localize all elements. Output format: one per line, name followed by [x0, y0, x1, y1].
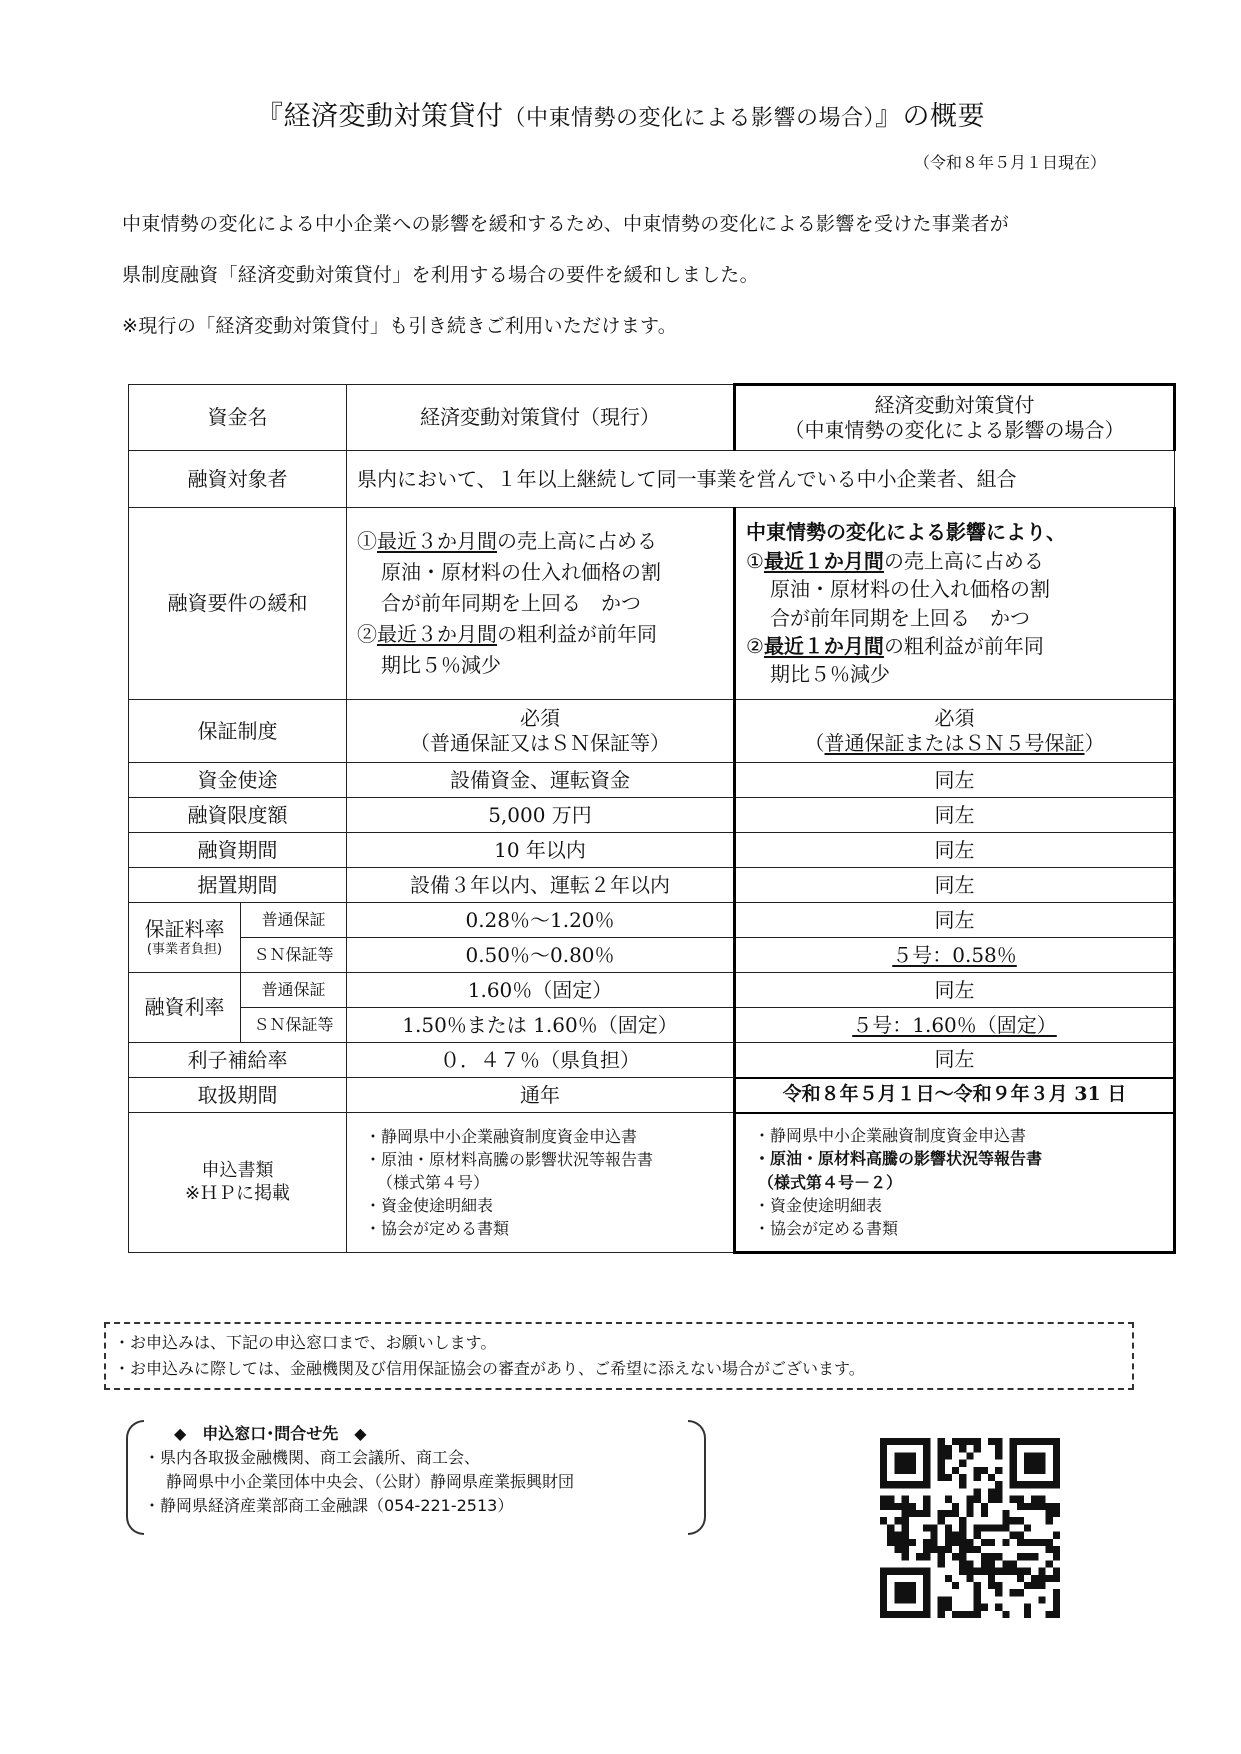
- title-main: 『経済変動対策貸付: [255, 101, 504, 132]
- table-row: [129, 1008, 1175, 1043]
- use-current: 設備資金、運転資金: [347, 763, 735, 798]
- subsidy-new: 同左: [735, 1043, 1175, 1078]
- fee-label-sub: (事業者負担): [146, 941, 223, 957]
- fee-sn-label: ＳＮ保証等: [241, 938, 347, 973]
- table-row: [129, 938, 1175, 973]
- req-new-mark-1: ①: [746, 548, 764, 573]
- rate-label: 融資利率: [129, 973, 241, 1043]
- req-cur-period-1: 最近３か月間: [377, 529, 497, 553]
- req-cur-text-3: 合が前年同期を上回る かつ: [381, 591, 641, 615]
- target-label: 融資対象者: [129, 451, 347, 508]
- docs-current-2: ・原油・原材料高騰の影響状況等報告書: [365, 1149, 654, 1169]
- guarantee-new-paren-open: （: [804, 731, 825, 755]
- target-value: 県内において、１年以上継続して同一事業を営んでいる中小企業者、組合: [347, 451, 1175, 508]
- rate-sn-current: 1.50％または 1.60％（固定）: [347, 1008, 735, 1043]
- guarantee-new-l1: 必須: [934, 706, 975, 730]
- table-row: [129, 868, 1175, 903]
- req-cur-text-5: 期比５％減少: [381, 653, 501, 677]
- header-label: 資金名: [129, 385, 347, 451]
- table-row: [129, 1078, 1175, 1113]
- docs-current: [347, 1113, 735, 1253]
- table-row: [129, 451, 1175, 508]
- subsidy-label: 利子補給率: [129, 1043, 347, 1078]
- period-new: 令和８年５月１日～令和９年３月 31 日: [735, 1078, 1175, 1113]
- docs-new: [735, 1113, 1175, 1253]
- use-new: 同左: [735, 763, 1175, 798]
- docs-label: [129, 1113, 347, 1253]
- header-new-line1: 経済変動対策貸付: [874, 393, 1035, 417]
- fee-label-cell: [129, 903, 241, 973]
- requirements-label: 融資要件の緩和: [129, 508, 347, 700]
- docs-new-2: ・原油・原材料高騰の影響状況等報告書: [754, 1149, 1043, 1169]
- docs-new-3: （様式第４号－２）: [758, 1172, 903, 1192]
- req-new-text-1: の売上高に占める: [883, 548, 1044, 573]
- guarantee-new-paren-close: ）: [1084, 731, 1105, 755]
- requirements-current: [347, 508, 735, 700]
- guarantee-new-l2: 普通保証またはＳＮ５号保証: [824, 731, 1085, 755]
- fee-normal-new: 同左: [735, 903, 1175, 938]
- grace-label: 据置期間: [129, 868, 347, 903]
- docs-label-l2: ※ＨＰに掲載: [184, 1182, 291, 1204]
- docs-current-4: ・資金使途明細表: [365, 1196, 494, 1216]
- page-title: [0, 94, 1241, 133]
- req-new-period-2: 最近１か月間: [763, 633, 884, 658]
- rate-normal-label: 普通保証: [241, 973, 347, 1008]
- term-current: 10 年以内: [347, 833, 735, 868]
- intro-line-1: 中東情勢の変化による中小企業への影響を緩和するため、中東情勢の変化による影響を受けた事業者が: [122, 213, 1010, 235]
- notice-line-2: ・お申込みに際しては、金融機関及び信用保証協会の審査があり、ご希望に添えない場合がございます。: [114, 1358, 865, 1378]
- req-cur-mark-2: ②: [357, 622, 377, 646]
- grace-new: 同左: [735, 868, 1175, 903]
- qr-code-icon[interactable]: [880, 1438, 1060, 1618]
- intro-line-2: 県制度融資「経済変動対策貸付」を利用する場合の要件を緩和しました。: [122, 264, 759, 286]
- header-new-line2: （中東情勢の変化による影響の場合）: [784, 418, 1125, 442]
- use-label: 資金使途: [129, 763, 347, 798]
- contact-line-2: 静岡県中小企業団体中央会、（公財）静岡県産業振興財団: [166, 1472, 575, 1491]
- fee-sn-new: ５号：0.58％: [892, 942, 1017, 967]
- limit-label: 融資限度額: [129, 798, 347, 833]
- notice-line-1: ・お申込みは、下記の申込窓口まで、お願いします。: [114, 1333, 497, 1352]
- subsidy-current: ０．４７％（県負担）: [347, 1043, 735, 1078]
- rate-sn-label: ＳＮ保証等: [241, 1008, 347, 1043]
- limit-current: 5,000 万円: [347, 798, 735, 833]
- contact-line-1: ・県内各取扱金融機関、商工会議所、商工会、: [144, 1448, 481, 1467]
- table-row: [129, 385, 1175, 451]
- guarantee-current-l1: 必須: [520, 706, 560, 730]
- guarantee-current-l2: （普通保証又はＳＮ保証等）: [410, 731, 670, 755]
- docs-current-5: ・協会が定める書類: [365, 1219, 510, 1239]
- table-row: [129, 763, 1175, 798]
- title-sub: （中東情勢の変化による影響の場合）: [503, 106, 875, 131]
- table-row: [129, 1113, 1175, 1253]
- rate-sn-new-cell: [735, 1008, 1175, 1043]
- term-new: 同左: [735, 833, 1175, 868]
- docs-label-l1: 申込書類: [201, 1160, 274, 1181]
- table-row: [129, 1043, 1175, 1078]
- rate-normal-new: 同左: [735, 973, 1175, 1008]
- req-cur-mark-1: ①: [357, 529, 377, 553]
- bracket-left: [126, 1420, 144, 1535]
- rate-normal-current: 1.60％（固定）: [347, 973, 735, 1008]
- docs-new-4: ・資金使途明細表: [754, 1195, 883, 1215]
- table-row: [129, 700, 1175, 763]
- fee-sn-new-cell: [735, 938, 1175, 973]
- contact-title: ◆ 申込窓口･問合せ先 ◆: [174, 1424, 367, 1443]
- contact-line-3: ・静岡県経済産業部商工金融課（054-221-2513）: [144, 1496, 514, 1515]
- req-cur-period-2: 最近３か月間: [377, 622, 497, 646]
- table-row: [129, 798, 1175, 833]
- req-new-lead: 中東情勢の変化による影響により、: [746, 520, 1066, 545]
- docs-new-5: ・協会が定める書類: [754, 1219, 899, 1239]
- req-new-text-2: 原油・原材料の仕入れ価格の割: [770, 577, 1050, 602]
- title-end: 』の概要: [875, 101, 985, 132]
- guarantee-new: [735, 700, 1175, 763]
- req-new-text-3: 合が前年同期を上回る かつ: [770, 605, 1030, 630]
- period-current: 通年: [347, 1078, 735, 1113]
- bracket-right: [688, 1420, 706, 1535]
- intro-line-3: ※現行の「経済変動対策貸付」も引き続きご利用いただけます。: [122, 315, 678, 337]
- req-new-mark-2: ②: [746, 633, 764, 658]
- term-label: 融資期間: [129, 833, 347, 868]
- docs-current-3: （様式第４号）: [377, 1172, 490, 1192]
- as-of-date: （令和８年５月１日現在）: [913, 153, 1106, 172]
- req-cur-text-2: 原油・原材料の仕入れ価格の割: [381, 560, 661, 584]
- docs-current-1: ・静岡県中小企業融資制度資金申込書: [365, 1126, 638, 1146]
- docs-new-1: ・静岡県中小企業融資制度資金申込書: [754, 1126, 1027, 1146]
- req-new-text-5: 期比５％減少: [770, 662, 890, 687]
- fee-sn-current: 0.50％～0.80％: [347, 938, 735, 973]
- requirements-new: [735, 508, 1175, 700]
- grace-current: 設備３年以内、運転２年以内: [347, 868, 735, 903]
- req-new-period-1: 最近１か月間: [763, 548, 884, 573]
- fee-normal-current: 0.28％～1.20％: [347, 903, 735, 938]
- table-row: [129, 508, 1175, 700]
- loan-comparison-table: [128, 383, 1176, 1254]
- table-row: [129, 833, 1175, 868]
- header-new: [735, 385, 1175, 451]
- guarantee-current: [347, 700, 735, 763]
- guarantee-label: 保証制度: [129, 700, 347, 763]
- rate-sn-new: ５号：1.60％（固定）: [852, 1012, 1057, 1037]
- contact-box: [126, 1420, 706, 1535]
- limit-new: 同左: [735, 798, 1175, 833]
- req-cur-text-1: の売上高に占める: [497, 529, 657, 553]
- req-new-text-4: の粗利益が前年同: [883, 633, 1044, 658]
- table-row: [129, 903, 1175, 938]
- header-current: 経済変動対策貸付（現行）: [347, 385, 735, 451]
- req-cur-text-4: の粗利益が前年同: [497, 622, 657, 646]
- notice-box: [104, 1322, 1134, 1390]
- fee-normal-label: 普通保証: [241, 903, 347, 938]
- period-label: 取扱期間: [129, 1078, 347, 1113]
- table-row: [129, 973, 1175, 1008]
- fee-label: 保証料率: [144, 916, 225, 941]
